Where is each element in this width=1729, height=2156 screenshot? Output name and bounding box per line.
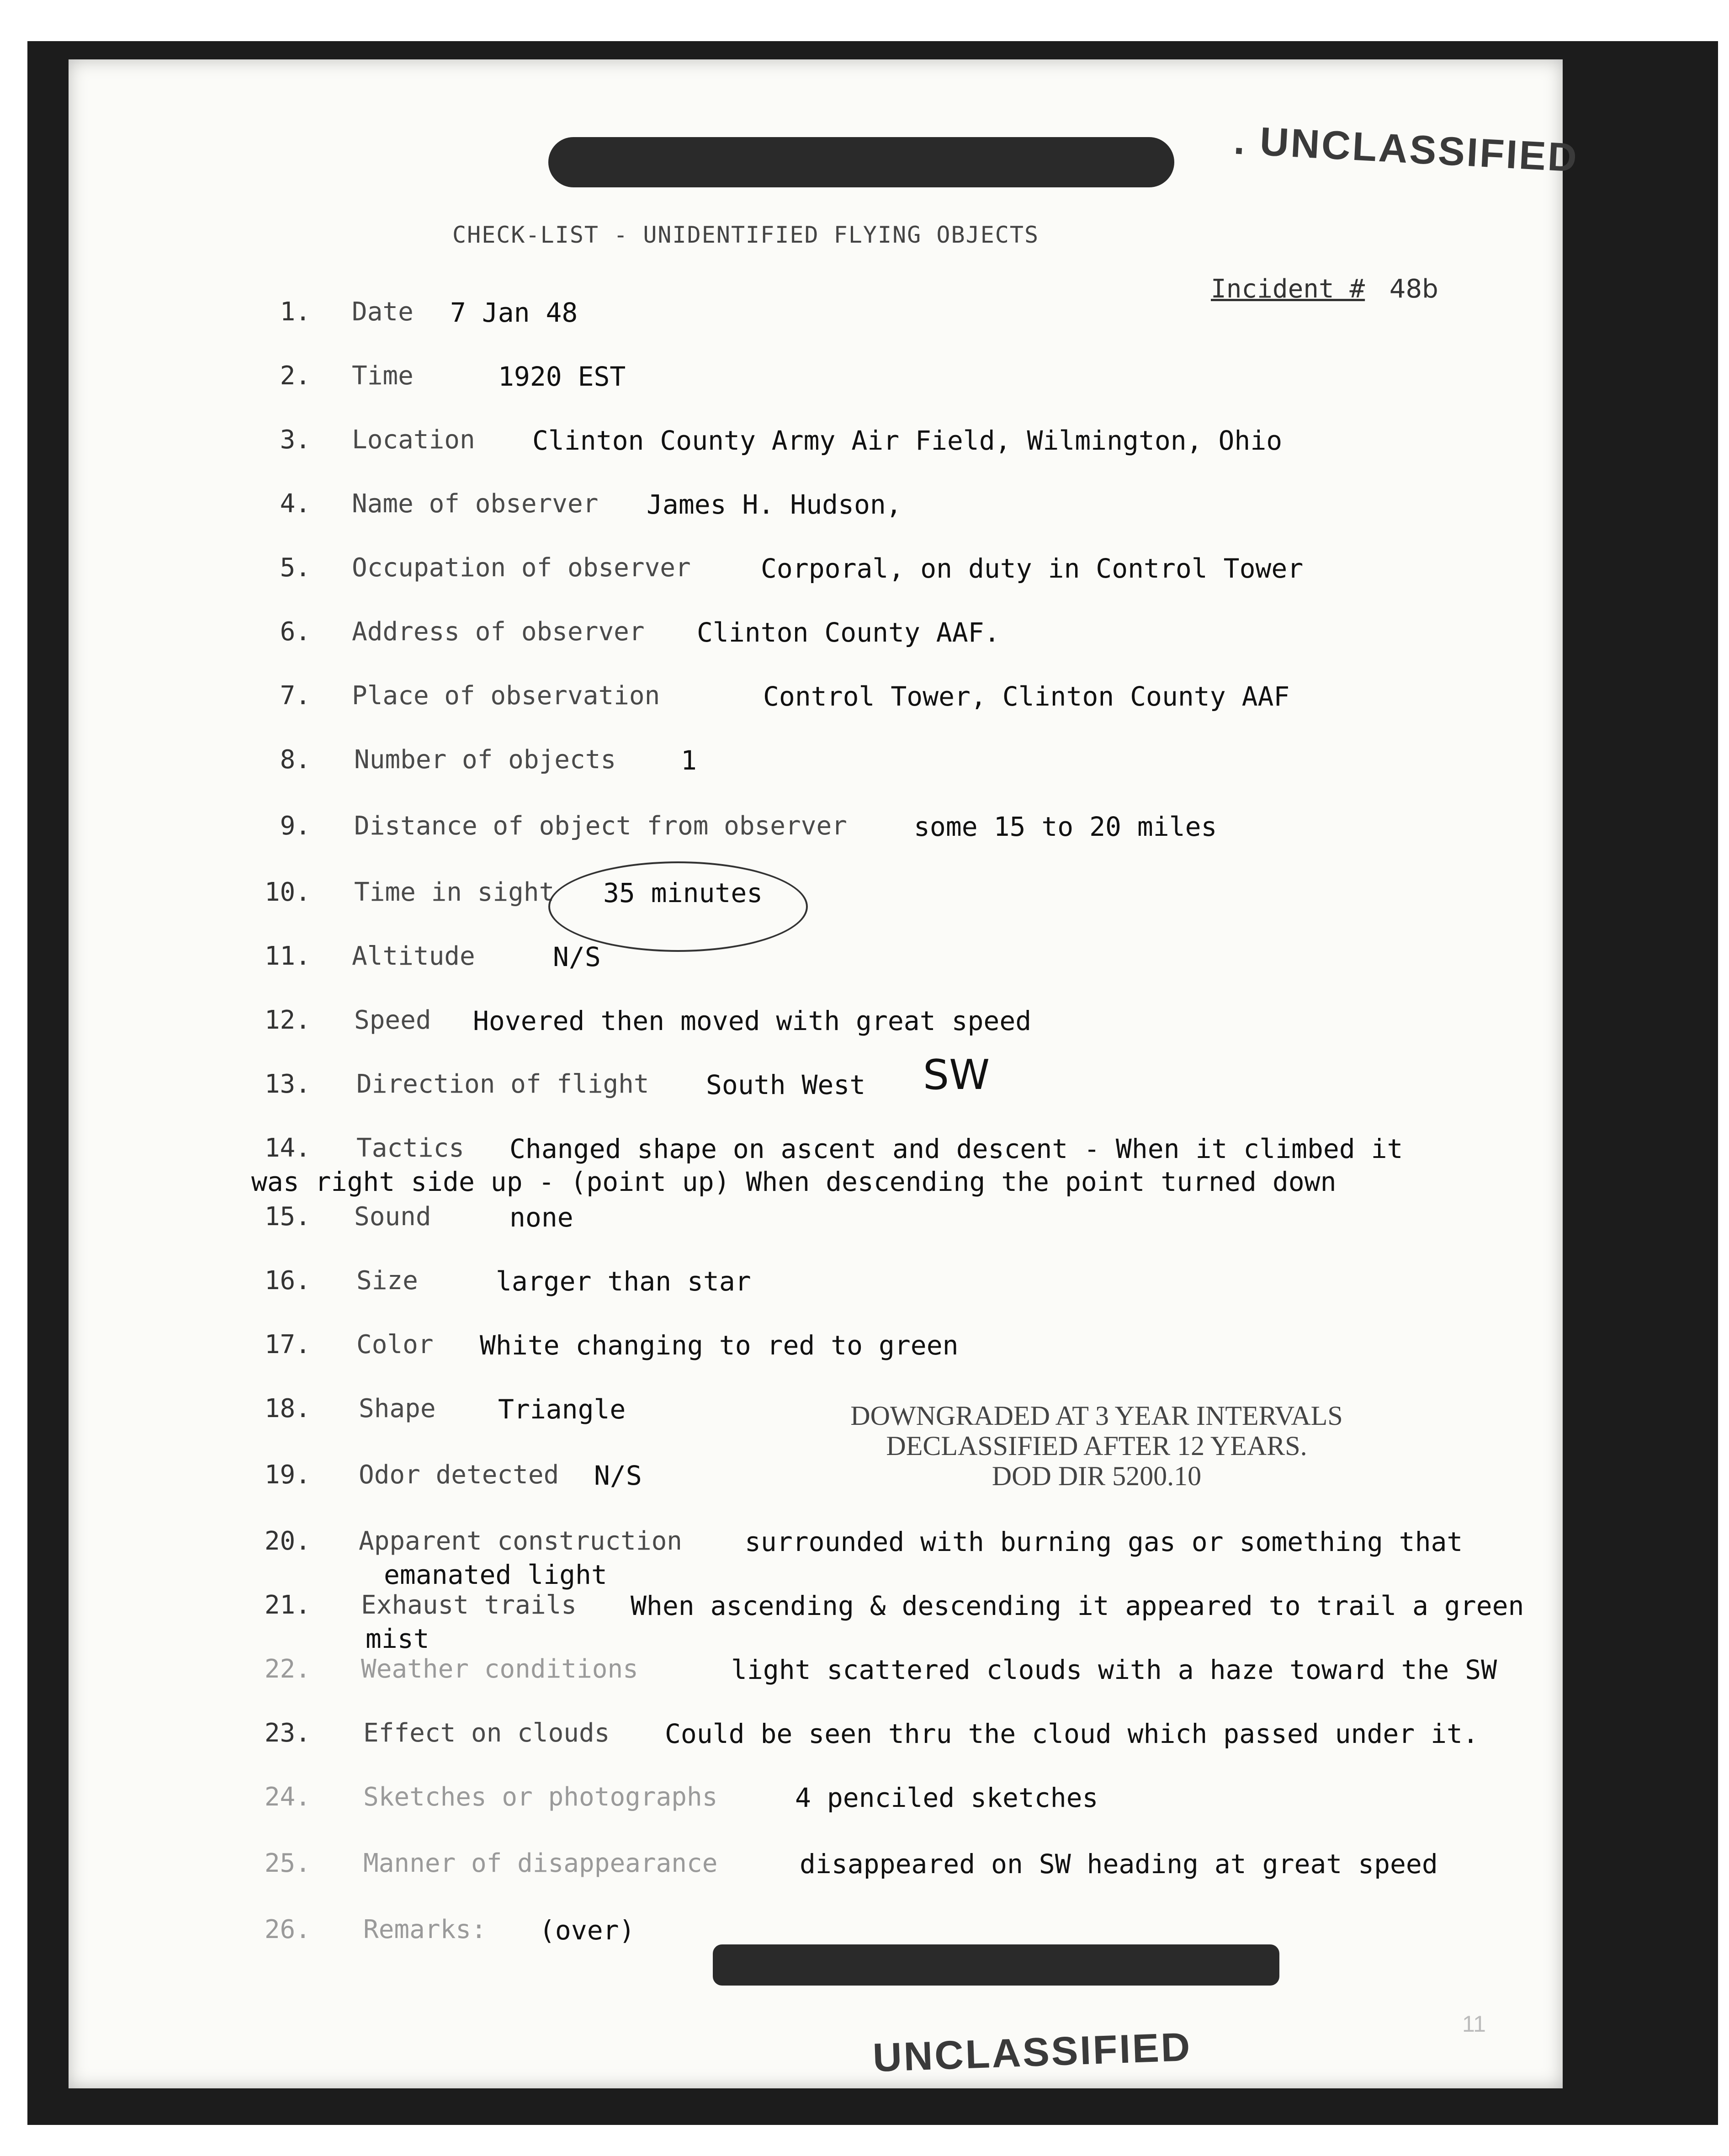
item-number: 22. (264, 1654, 311, 1684)
item-number: 6. (280, 617, 311, 647)
item-label: Color (356, 1330, 434, 1359)
item-value: Control Tower, Clinton County AAF (763, 681, 1290, 712)
item-number: 17. (264, 1330, 311, 1359)
item-number: 18. (264, 1394, 311, 1423)
item-value: 7 Jan 48 (450, 297, 578, 328)
item-number: 16. (264, 1266, 311, 1296)
item-number: 1. (280, 297, 311, 327)
item-number: 24. (264, 1782, 311, 1812)
downgrade-stamp (800, 1401, 1394, 1491)
item-number: 12. (264, 1005, 311, 1035)
incident-label: Incident # (1211, 274, 1365, 304)
downgrade-line-3: DOD DIR 5200.10 (992, 1461, 1202, 1491)
item-number: 5. (280, 553, 311, 583)
item-label: Size (356, 1266, 418, 1296)
downgrade-line-1: DOWNGRADED AT 3 YEAR INTERVALS (850, 1401, 1343, 1431)
item-label: Sketches or photographs (363, 1782, 718, 1812)
item-value: Changed shape on ascent and descent - When it climbed it (509, 1133, 1403, 1164)
item-value: 35 minutes (603, 877, 763, 908)
redaction-bar-bottom (713, 1944, 1279, 1986)
item-number: 7. (280, 681, 311, 711)
item-label: Shape (359, 1394, 436, 1423)
item-value: Hovered then moved with great speed (473, 1005, 1032, 1036)
item-label: Time in sight (354, 877, 555, 907)
item-number: 21. (264, 1590, 311, 1620)
item-value: Could be seen thru the cloud which passed under it. (665, 1718, 1479, 1749)
item-number: 2. (280, 361, 311, 391)
item-number: 4. (280, 489, 311, 519)
item-value: none (509, 1202, 573, 1233)
item-number: 10. (264, 877, 311, 907)
item-number: 20. (264, 1526, 311, 1556)
item-label: Place of observation (352, 681, 660, 711)
item-label: Location (352, 425, 475, 455)
item-value: some 15 to 20 miles (914, 811, 1217, 842)
document-title: CHECK-LIST - UNIDENTIFIED FLYING OBJECTS (452, 222, 1040, 248)
item-value: 4 penciled sketches (795, 1782, 1098, 1813)
item-value: 1 (681, 745, 697, 776)
item-value: Clinton County AAF. (697, 617, 1000, 648)
item-value: light scattered clouds with a haze toward the SW (731, 1654, 1497, 1685)
item-value: larger than star (496, 1266, 751, 1297)
item-number: 23. (264, 1718, 311, 1748)
item-label: Direction of flight (356, 1069, 649, 1099)
handwritten-annotation: SW (923, 1051, 990, 1099)
item-number: 13. (264, 1069, 311, 1099)
item-label: Altitude (352, 941, 475, 971)
handwritten-circle (548, 861, 808, 952)
item-value: When ascending & descending it appeared to trail a green (631, 1590, 1524, 1621)
item-label: Sound (354, 1202, 431, 1232)
item-value: South West (706, 1069, 866, 1100)
item-value: N/S (594, 1460, 642, 1491)
item-number: 11. (264, 941, 311, 971)
item-value: Clinton County Army Air Field, Wilmington, Ohio (532, 425, 1283, 456)
redaction-bar-top (548, 137, 1174, 187)
incident-value: 48b (1389, 274, 1438, 304)
item-value: (over) (539, 1915, 635, 1946)
item-label: Distance of object from observer (354, 811, 847, 841)
item-label: Tactics (356, 1133, 465, 1163)
item-number: 19. (264, 1460, 311, 1490)
item-value: disappeared on SW heading at great speed (800, 1848, 1438, 1880)
item-label: Name of observer (352, 489, 599, 519)
item-value: White changing to red to green (480, 1330, 959, 1361)
item-value-continued: emanated light (384, 1559, 607, 1590)
item-value-continued: mist (366, 1623, 430, 1654)
page-mark: 11 (1462, 2011, 1486, 2037)
item-number: 14. (264, 1133, 311, 1163)
item-label: Exhaust trails (361, 1590, 577, 1620)
item-label: Apparent construction (359, 1526, 683, 1556)
item-number: 15. (264, 1202, 311, 1232)
item-value: surrounded with burning gas or something that (745, 1526, 1463, 1557)
item-value-continued: was right side up - (point up) When descending the point turned down (251, 1166, 1337, 1197)
item-value: Corporal, on duty in Control Tower (761, 553, 1304, 584)
incident-number (1211, 274, 1438, 304)
item-label: Address of observer (352, 617, 645, 647)
item-label: Weather conditions (361, 1654, 638, 1684)
unclassified-stamp-bottom: UNCLASSIFIED (872, 2023, 1193, 2081)
item-label: Occupation of observer (352, 553, 691, 583)
item-number: 26. (264, 1915, 311, 1944)
item-number: 3. (280, 425, 311, 455)
unclassified-stamp-top: . UNCLASSIFIED (1232, 117, 1580, 181)
item-label: Time (352, 361, 414, 391)
item-label: Manner of disappearance (363, 1848, 718, 1878)
item-value: 1920 EST (498, 361, 626, 392)
downgrade-line-2: DECLASSIFIED AFTER 12 YEARS. (886, 1431, 1307, 1461)
item-number: 9. (280, 811, 311, 841)
item-label: Remarks: (363, 1915, 487, 1944)
item-label: Speed (354, 1005, 431, 1035)
item-value: Triangle (498, 1394, 626, 1425)
item-number: 25. (264, 1848, 311, 1878)
item-label: Effect on clouds (363, 1718, 610, 1748)
item-label: Number of objects (354, 745, 616, 775)
item-number: 8. (280, 745, 311, 775)
item-value: James H. Hudson, (647, 489, 902, 520)
item-value: N/S (553, 941, 601, 972)
item-label: Odor detected (359, 1460, 559, 1490)
item-label: Date (352, 297, 414, 327)
